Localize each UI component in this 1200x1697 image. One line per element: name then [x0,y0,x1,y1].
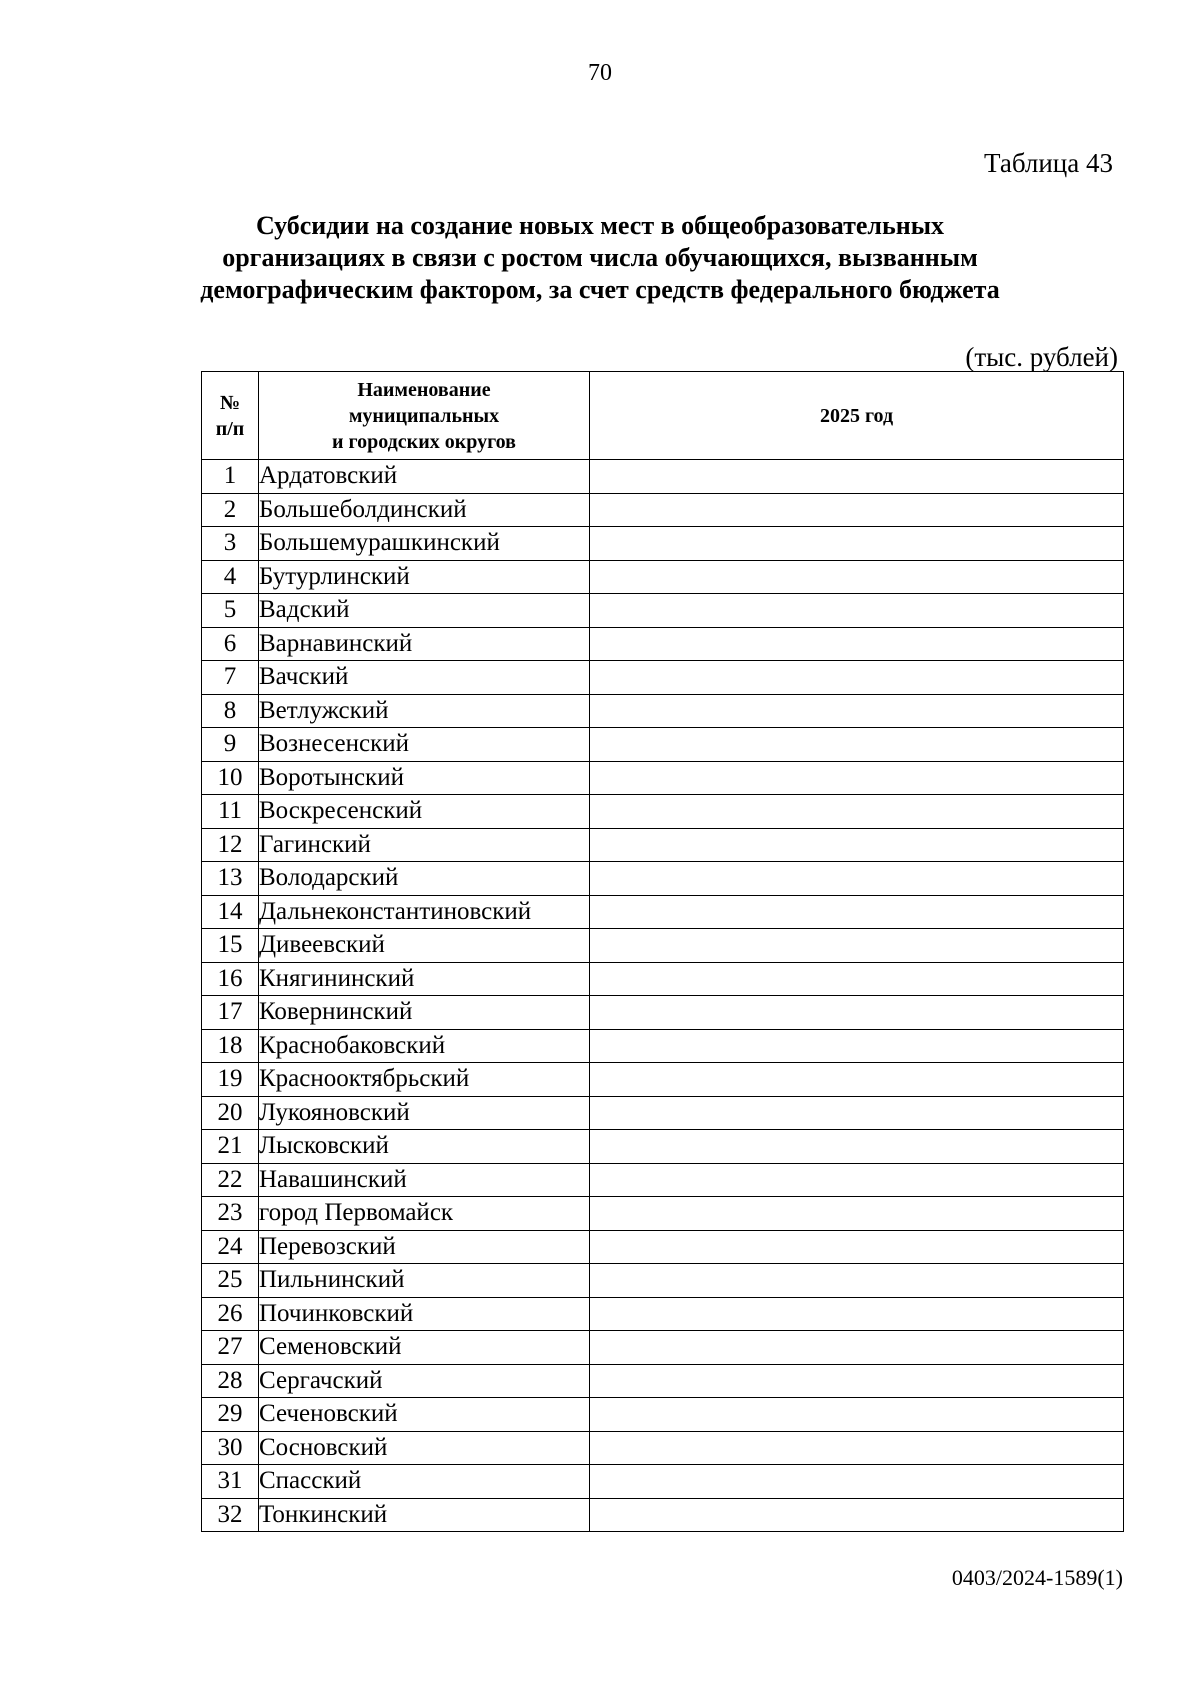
amount-2025-cell [590,1264,1124,1298]
amount-2025-cell [590,929,1124,963]
municipality-name-cell: Лукояновский [259,1096,590,1130]
municipality-name-cell: Воротынский [259,761,590,795]
table-row [202,560,1124,594]
municipality-name-cell: Сеченовский [259,1398,590,1432]
row-number-cell: 25 [202,1264,259,1298]
header-municipality-line: муниципальных [348,404,500,427]
municipality-name-cell: Дальнеконстантиновский [259,895,590,929]
table-row [202,493,1124,527]
table-row [202,1163,1124,1197]
row-number-cell: 29 [202,1398,259,1432]
header-number-line: п/п [215,417,245,440]
amount-2025-cell [590,895,1124,929]
amount-2025-cell [590,560,1124,594]
row-number-cell: 23 [202,1197,259,1231]
municipality-name-cell: Сосновский [259,1431,590,1465]
municipality-name-cell: Починковский [259,1297,590,1331]
amount-2025-cell [590,1230,1124,1264]
row-number-cell: 30 [202,1431,259,1465]
amount-2025-cell [590,1398,1124,1432]
municipality-name-cell: Володарский [259,862,590,896]
amount-2025-cell [590,1331,1124,1365]
row-number-cell: 14 [202,895,259,929]
table-row [202,728,1124,762]
amount-2025-cell [590,1130,1124,1164]
table-row [202,1364,1124,1398]
municipality-name-cell: Варнавинский [259,627,590,661]
amount-2025-cell [590,527,1124,561]
row-number-cell: 10 [202,761,259,795]
municipality-name-cell: Лысковский [259,1130,590,1164]
amount-2025-cell [590,594,1124,628]
amount-2025-cell [590,460,1124,494]
amount-2025-cell [590,627,1124,661]
amount-2025-cell [590,1498,1124,1532]
row-number-cell: 16 [202,962,259,996]
document-code: 0403/2024-1589(1) [951,1565,1123,1590]
amount-2025-cell [590,694,1124,728]
row-number-cell: 31 [202,1465,259,1499]
municipality-name-cell: Спасский [259,1465,590,1499]
table-row [202,1264,1124,1298]
table-row [202,661,1124,695]
row-number-cell: 32 [202,1498,259,1532]
table-row [202,1230,1124,1264]
municipality-name-cell: Ковернинский [259,996,590,1030]
row-number-cell: 17 [202,996,259,1030]
municipality-name-cell: Ардатовский [259,460,590,494]
row-number-cell: 27 [202,1331,259,1365]
amount-2025-cell [590,1297,1124,1331]
amount-2025-cell [590,962,1124,996]
header-number-line: № [219,391,241,414]
row-number-cell: 4 [202,560,259,594]
amount-2025-cell [590,1465,1124,1499]
amount-2025-cell [590,1197,1124,1231]
table-label: Таблица 43 [984,148,1113,178]
row-number-cell: 21 [202,1130,259,1164]
municipality-name-cell: Семеновский [259,1331,590,1365]
header-year-2025: 2025 год [590,372,1124,460]
municipality-name-cell: Гагинский [259,828,590,862]
table-row [202,1063,1124,1097]
table-row [202,962,1124,996]
municipality-name-cell: Большемурашкинский [259,527,590,561]
row-number-cell: 2 [202,493,259,527]
table-row [202,1197,1124,1231]
table-row [202,996,1124,1030]
header-municipality [259,372,590,460]
municipality-name-cell: Вадский [259,594,590,628]
amount-2025-cell [590,996,1124,1030]
table-row [202,594,1124,628]
municipality-name-cell: Краснобаковский [259,1029,590,1063]
table-row [202,460,1124,494]
row-number-cell: 24 [202,1230,259,1264]
title-line: демографическим фактором, за счет средств федерального бюджета [200,275,1000,304]
municipality-name-cell: Дивеевский [259,929,590,963]
units-note: (тыс. рублей) [965,342,1118,372]
municipality-name-cell: Ветлужский [259,694,590,728]
table-row [202,795,1124,829]
table-row [202,694,1124,728]
amount-2025-cell [590,862,1124,896]
municipality-name-cell: Сергачский [259,1364,590,1398]
municipality-name-cell: город Первомайск [259,1197,590,1231]
municipality-name-cell: Княгининский [259,962,590,996]
amount-2025-cell [590,761,1124,795]
row-number-cell: 8 [202,694,259,728]
amount-2025-cell [590,661,1124,695]
row-number-cell: 22 [202,1163,259,1197]
table-row [202,862,1124,896]
table-row [202,1331,1124,1365]
table-row [202,929,1124,963]
table-row [202,1297,1124,1331]
row-number-cell: 19 [202,1063,259,1097]
header-municipality-line: и городских округов [332,430,516,453]
row-number-cell: 5 [202,594,259,628]
amount-2025-cell [590,1063,1124,1097]
municipality-name-cell: Воскресенский [259,795,590,829]
municipality-name-cell: Вачский [259,661,590,695]
municipality-name-cell: Большеболдинский [259,493,590,527]
row-number-cell: 13 [202,862,259,896]
row-number-cell: 1 [202,460,259,494]
amount-2025-cell [590,728,1124,762]
document-title [150,210,1050,306]
row-number-cell: 11 [202,795,259,829]
table-row [202,527,1124,561]
municipality-name-cell: Перевозский [259,1230,590,1264]
municipality-name-cell: Вознесенский [259,728,590,762]
municipality-name-cell: Навашинский [259,1163,590,1197]
row-number-cell: 20 [202,1096,259,1130]
row-number-cell: 18 [202,1029,259,1063]
header-municipality-line: Наименование [357,378,491,401]
table-row [202,1398,1124,1432]
table-row [202,1431,1124,1465]
amount-2025-cell [590,1163,1124,1197]
row-number-cell: 3 [202,527,259,561]
amount-2025-cell [590,1431,1124,1465]
amount-2025-cell [590,1029,1124,1063]
page-number: 70 [588,60,612,86]
header-number [202,372,259,460]
table-row [202,828,1124,862]
row-number-cell: 15 [202,929,259,963]
table-body [202,460,1124,1532]
table-row [202,1096,1124,1130]
row-number-cell: 9 [202,728,259,762]
table-row [202,1029,1124,1063]
table-row [202,1465,1124,1499]
table-row [202,1498,1124,1532]
table-row [202,1130,1124,1164]
amount-2025-cell [590,1364,1124,1398]
table-header [202,372,1124,460]
row-number-cell: 12 [202,828,259,862]
row-number-cell: 7 [202,661,259,695]
title-line: организациях в связи с ростом числа обучающихся, вызванным [222,243,978,272]
table-row [202,627,1124,661]
municipality-name-cell: Бутурлинский [259,560,590,594]
table-row [202,895,1124,929]
amount-2025-cell [590,828,1124,862]
subsidy-table [201,371,1124,1532]
amount-2025-cell [590,795,1124,829]
title-line: Субсидии на создание новых мест в общеобразовательных [255,211,945,240]
header-row [202,372,1124,460]
municipality-name-cell: Тонкинский [259,1498,590,1532]
table-row [202,761,1124,795]
row-number-cell: 26 [202,1297,259,1331]
row-number-cell: 28 [202,1364,259,1398]
municipality-name-cell: Пильнинский [259,1264,590,1298]
municipality-name-cell: Краснооктябрьский [259,1063,590,1097]
row-number-cell: 6 [202,627,259,661]
amount-2025-cell [590,493,1124,527]
amount-2025-cell [590,1096,1124,1130]
